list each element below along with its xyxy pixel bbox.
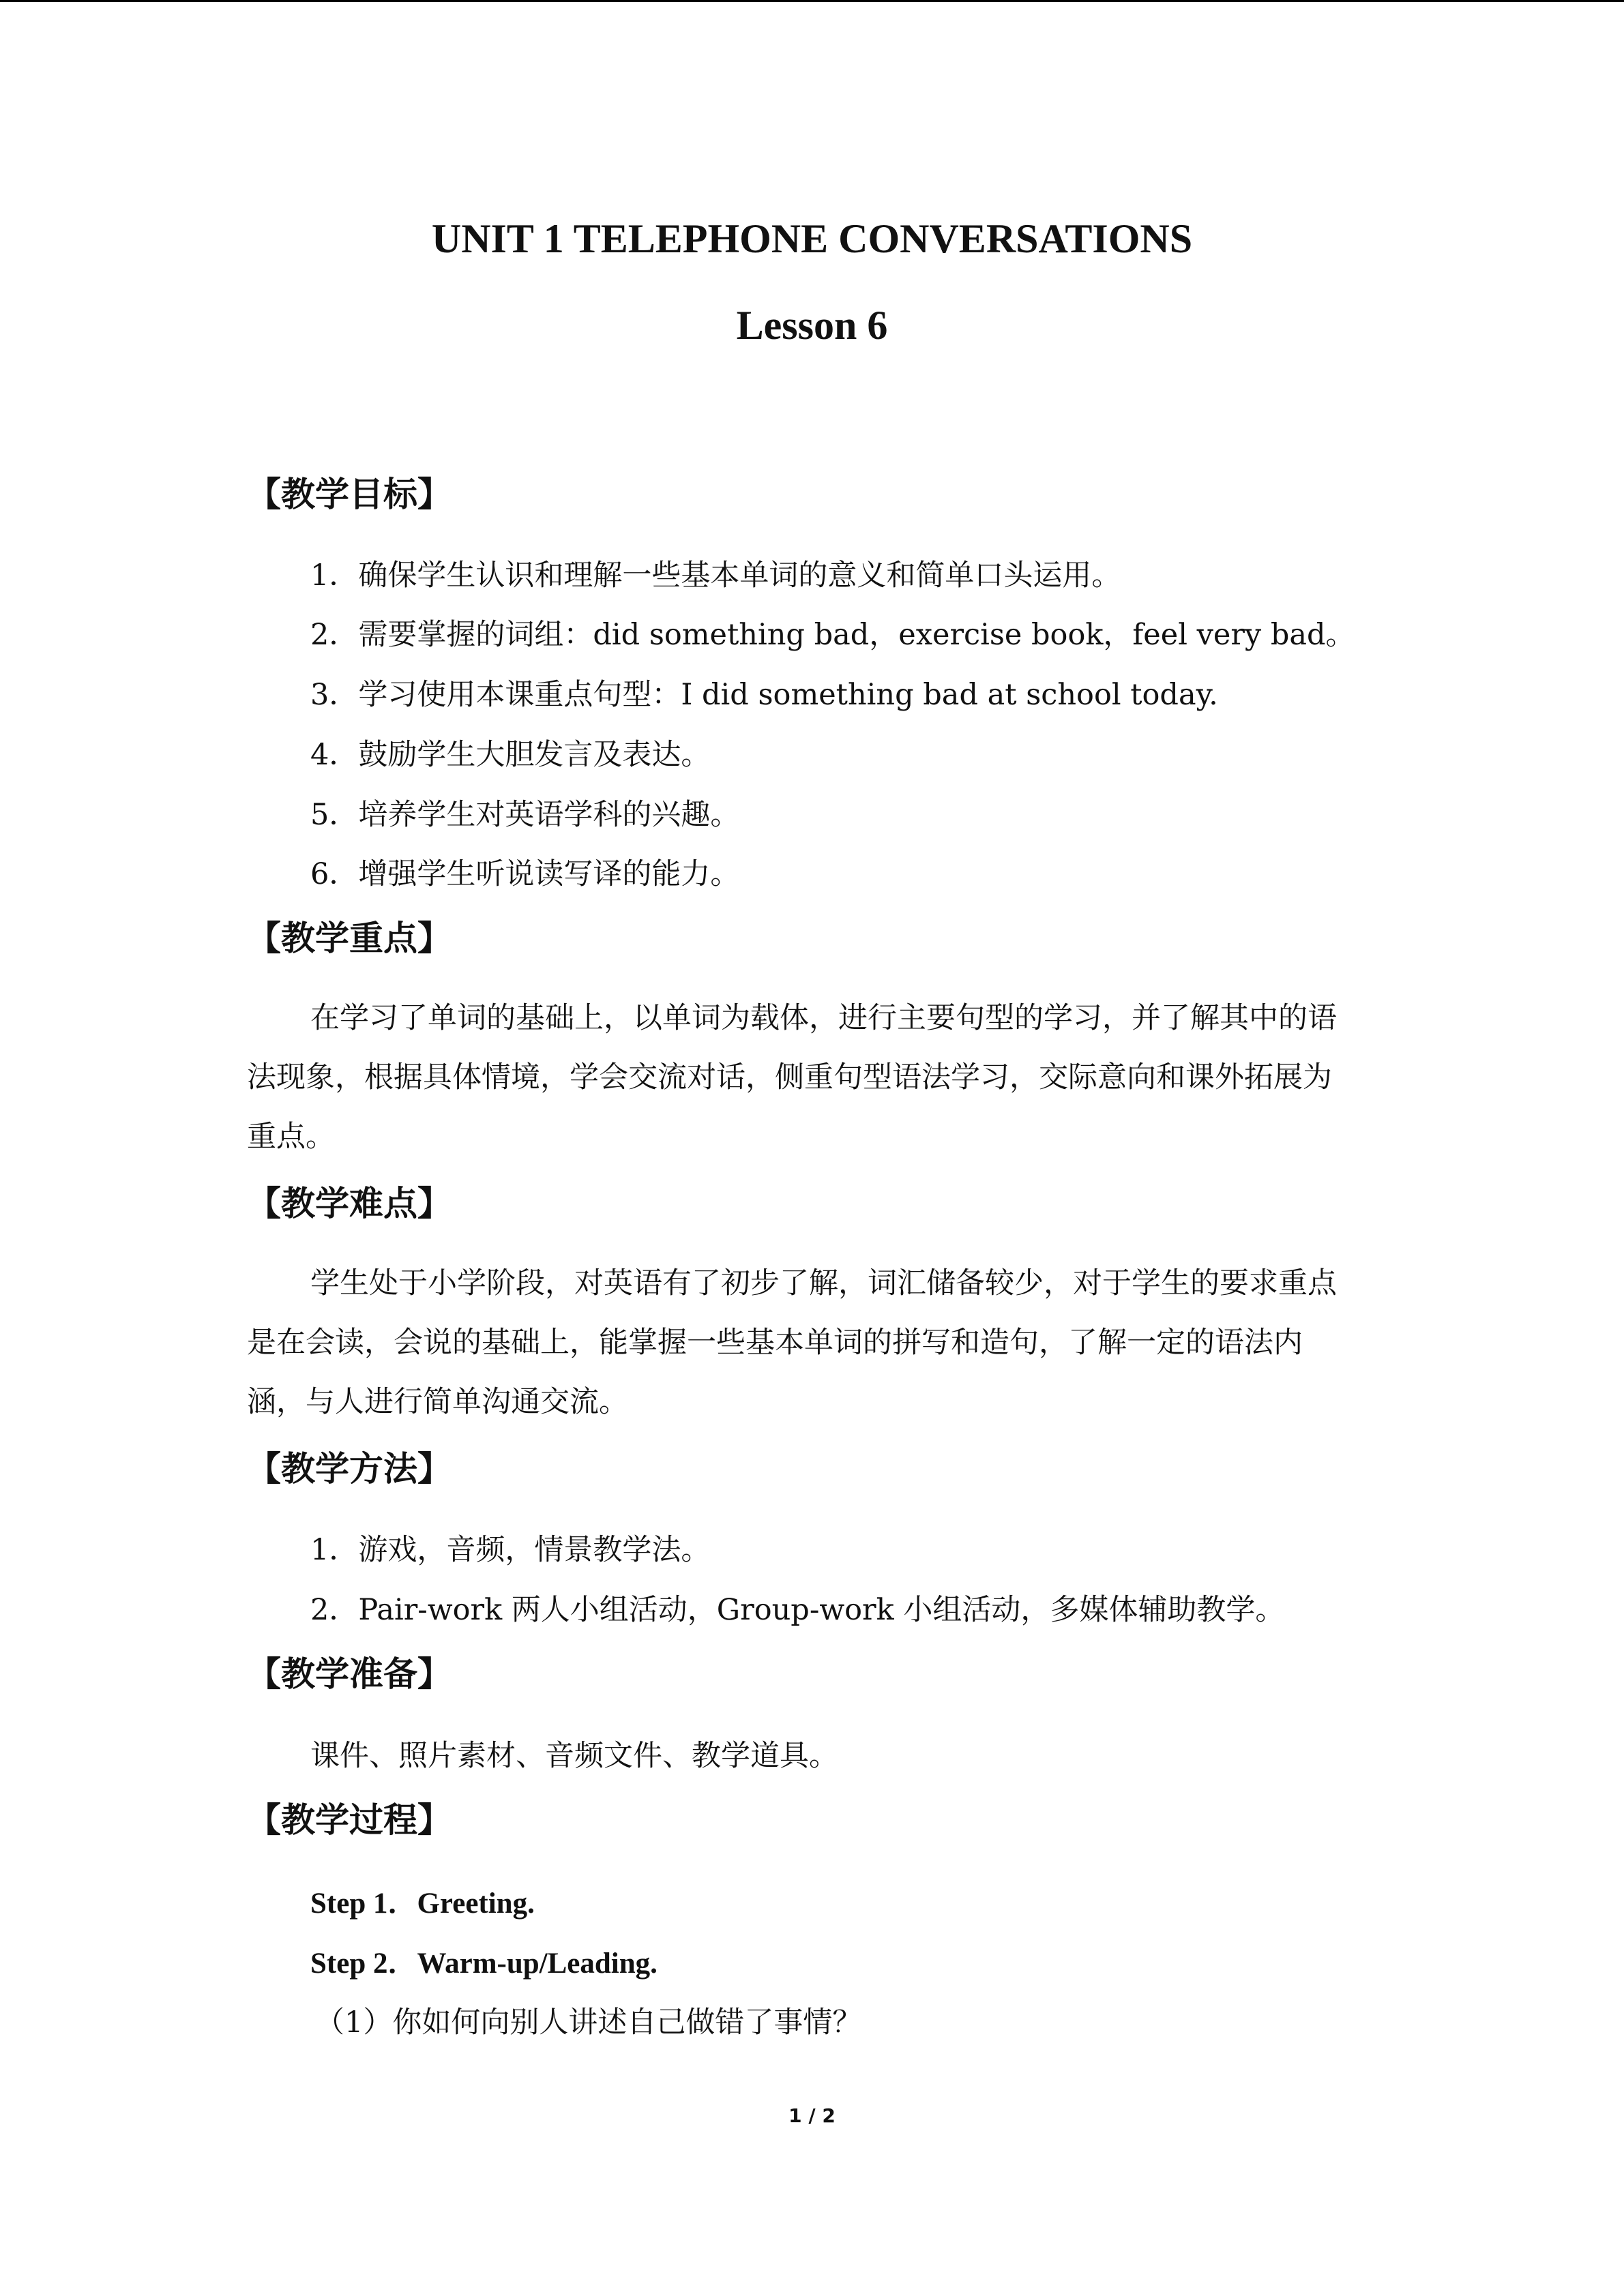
preparation-text: 课件、照片素材、音频文件、教学道具。 [310, 1739, 838, 1773]
objective-item-3: 3．学习使用本课重点句型：I did something bad at school today. [310, 678, 1218, 712]
heading-objectives: 【教学目标】 [247, 475, 452, 514]
page-number: 1 / 2 [788, 2104, 836, 2127]
document-title: UNIT 1 TELEPHONE CONVERSATIONS [431, 216, 1193, 261]
objective-item-1: 1．确保学生认识和理解一些基本单词的意义和简单口头运用。 [310, 558, 1121, 593]
process-question-1: （1）你如何向别人讲述自己做错了事情？ [315, 2006, 862, 2040]
objective-item-6: 6．增强学生听说读写译的能力。 [310, 857, 740, 891]
objective-item-4: 4．鼓励学生大胆发言及表达。 [310, 738, 711, 772]
difficulties-paragraph: 学生处于小学阶段，对英语有了初步了解，词汇储备较少，对于学生的要求重点是在会读，会说的基础上，能掌握一些基本单词的拼写和造句，了解一定的语法内涵，与人进行简单沟通交流。 [247, 1266, 1337, 1419]
heading-preparation: 【教学准备】 [247, 1654, 452, 1694]
heading-difficulties: 【教学难点】 [247, 1184, 452, 1223]
heading-process: 【教学过程】 [247, 1800, 452, 1840]
step-1: Step 1．Greeting. [310, 1888, 535, 1920]
heading-methods: 【教学方法】 [247, 1449, 452, 1489]
key-points-paragraph: 在学习了单词的基础上，以单词为载体，进行主要句型的学习，并了解其中的语法现象，根据具体情境，学会交流对话，侧重句型语法学习，交际意向和课外拓展为重点。 [247, 1001, 1337, 1154]
lesson-title: Lesson 6 [736, 303, 888, 348]
method-item-1: 1．游戏，音频，情景教学法。 [310, 1533, 711, 1567]
step-2: Step 2．Warm-up/Leading. [310, 1948, 658, 1980]
objective-item-2: 2．需要掌握的词组：did something bad，exercise book，feel very bad。 [310, 618, 1355, 652]
objective-item-5: 5．培养学生对英语学科的兴趣。 [310, 798, 740, 832]
heading-key-points: 【教学重点】 [247, 919, 452, 958]
method-item-2: 2．Pair-work 两人小组活动，Group-work 小组活动，多媒体辅助教学。 [310, 1593, 1285, 1627]
